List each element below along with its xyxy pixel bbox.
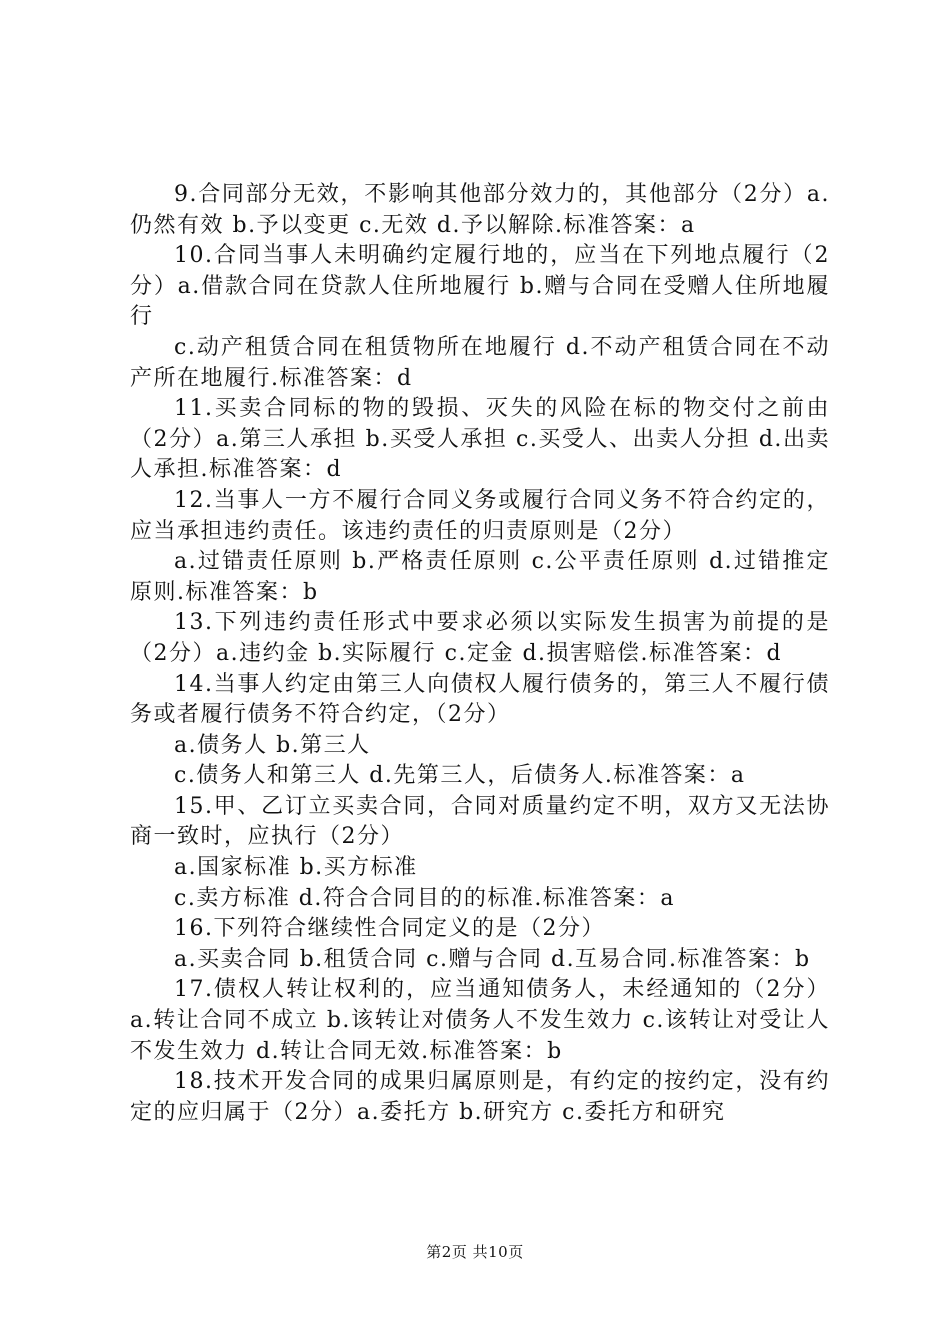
question-15-options-ab: a.国家标准 b.买方标准 (174, 855, 418, 881)
question-17: 17.债权人转让权利的，应当通知债务人，未经通知的（2分）a.转让合同不成立 b.该转让对债务人不发生效力 c.该转让对受让人不发生效力 d.转让合同无效.标准答案：b (130, 977, 830, 1064)
question-10: 10.合同当事人未明确约定履行地的，应当在下列地点履行（2分）a.借款合同在贷款人住所地履行 b.赠与合同在受赠人住所地履行 (130, 243, 830, 330)
question-11: 11.买卖合同标的物的毁损、灭失的风险在标的物交付之前由（2分）a.第三人承担 b.买受人承担 c.买受人、出卖人分担 d.出卖人承担.标准答案：d (130, 396, 830, 483)
question-16: 16.下列符合继续性合同定义的是（2分） (174, 916, 605, 942)
question-14: 14.当事人约定由第三人向债权人履行债务的，第三人不履行债务或者履行债务不符合约定，（2分） (130, 671, 830, 728)
question-9: 9.合同部分无效，不影响其他部分效力的，其他部分（2分）a.仍然有效 b.予以变更 c.无效 d.予以解除.标准答案：a (130, 182, 830, 238)
question-13: 13.下列违约责任形式中要求必须以实际发生损害为前提的是（2分）a.违约金 b.实际履行 c.定金 d.损害赔偿.标准答案：d (130, 610, 830, 666)
document-body (130, 180, 830, 1128)
question-10-options: c.动产租赁合同在租赁物所在地履行 d.不动产租赁合同在不动产所在地履行.标准答案：d (130, 334, 830, 391)
question-15-options-cd: c.卖方标准 d.符合合同目的的标准.标准答案：a (174, 885, 675, 911)
page-number-footer: 第2页 共10页 (426, 1243, 524, 1261)
question-16-options: a.买卖合同 b.租赁合同 c.赠与合同 d.互易合同.标准答案：b (174, 946, 811, 972)
question-14-options-cd: c.债务人和第三人 d.先第三人，后债务人.标准答案：a (174, 763, 746, 789)
question-12-options: a.过错责任原则 b.严格责任原则 c.公平责任原则 d.过错推定原则.标准答案：b (130, 549, 830, 605)
question-15: 15.甲、乙订立买卖合同，合同对质量约定不明，双方又无法协商一致时，应执行（2分） (130, 793, 830, 850)
question-18: 18.技术开发合同的成果归属原则是，有约定的按约定，没有约定的应归属于（2分）a.委托方 b.研究方 c.委托方和研究 (130, 1069, 830, 1125)
question-12: 12.当事人一方不履行合同义务或履行合同义务不符合约定的，应当承担违约责任。该违约责任的归责原则是（2分） (130, 487, 830, 544)
question-14-options-ab: a.债务人 b.第三人 (174, 732, 371, 758)
